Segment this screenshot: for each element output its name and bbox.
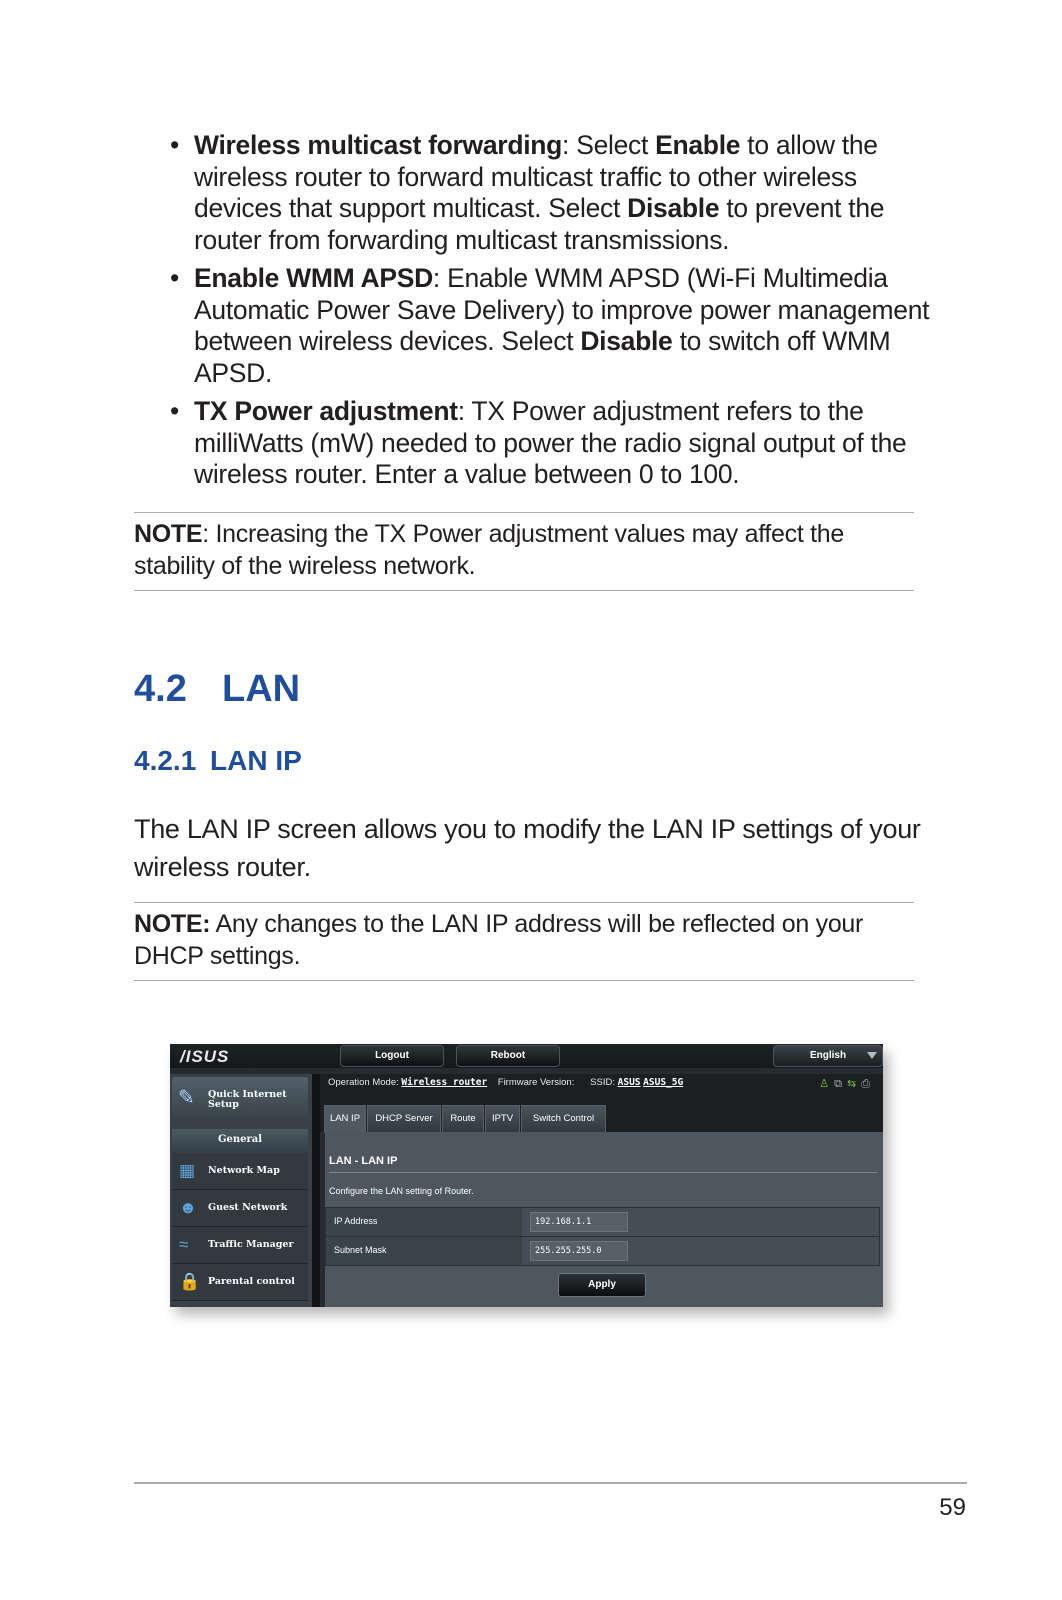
bullet-wireless-multicast: • Wireless multicast forwarding: Select Enable to allow the wireless router to forward multicast traffic to other wireless devices that support multicast. Select Disable to prevent the router from forwarding multicast transmissions.	[170, 130, 885, 255]
quick-internet-setup-label: Quick Internet Setup	[208, 1089, 287, 1110]
sidebar-item-network-map[interactable]: ▦ Network Map	[172, 1153, 308, 1190]
section-title: LAN	[222, 668, 301, 710]
bullet-glyph: •	[170, 263, 179, 293]
router-topbar	[170, 1044, 883, 1068]
status-icons	[819, 1077, 875, 1091]
router-sidebar	[170, 1074, 315, 1307]
operation-mode-link[interactable]: Wireless router	[401, 1077, 488, 1088]
panel-description: Configure the LAN setting of Router.	[329, 1186, 474, 1196]
note-text: : Increasing the TX Power adjustment values may affect the stability of the wireless network.	[134, 520, 844, 580]
traffic-manager-icon: ≈	[179, 1235, 189, 1254]
sidebar-divider	[312, 1074, 320, 1307]
section-number: 4.2	[134, 668, 187, 710]
sidebar-item-parental-control[interactable]: 🔒 Parental control	[172, 1264, 308, 1301]
subsection-title: LAN IP	[210, 745, 302, 776]
subsection-number: 4.2.1	[134, 745, 197, 776]
subnet-mask-row	[325, 1236, 880, 1266]
note-dhcp	[134, 902, 914, 981]
reboot-button[interactable]: Reboot	[456, 1045, 560, 1067]
bullet-term: Wireless multicast forwarding	[194, 130, 563, 160]
ip-address-row	[325, 1207, 880, 1237]
page-number: 59	[939, 1494, 966, 1521]
intro-paragraph: The LAN IP screen allows you to modify the LAN IP settings of your wireless router.	[134, 814, 921, 882]
bullet-glyph: •	[170, 130, 179, 160]
note-label: NOTE	[134, 520, 203, 548]
ip-address-label: IP Address	[334, 1216, 378, 1226]
panel-title: LAN - LAN IP	[329, 1155, 398, 1167]
status-line: Operation Mode: Wireless router Firmware Version: SSID: ASUS ASUS_5G	[328, 1077, 684, 1088]
general-section-header: General	[172, 1129, 308, 1151]
apply-button[interactable]: Apply	[558, 1273, 646, 1297]
tab-iptv[interactable]: IPTV	[485, 1105, 520, 1133]
bullet-tx-power: • TX Power adjustment: TX Power adjustment refers to the milliWatts (mW) needed to power the radio signal output of the wireless router. Enter a value between 0 to 100.	[170, 396, 907, 489]
tab-route[interactable]: Route	[442, 1105, 484, 1133]
usb-status-icon[interactable]: ⇆	[846, 1078, 862, 1090]
magic-wand-icon: ✎	[178, 1087, 195, 1109]
subnet-mask-input[interactable]: 255.255.255.0	[530, 1241, 628, 1261]
lan-ip-panel	[325, 1132, 883, 1307]
section-heading	[134, 668, 300, 711]
ip-address-input[interactable]: 192.168.1.1	[530, 1212, 628, 1232]
panel-divider	[329, 1172, 877, 1173]
feature-bullet-list	[170, 130, 930, 498]
bullet-glyph: •	[170, 396, 179, 426]
footer-divider	[134, 1482, 967, 1484]
logout-button[interactable]: Logout	[340, 1045, 444, 1067]
ssid-5g-link[interactable]: ASUS_5G	[643, 1077, 684, 1088]
guest-network-icon: ☻	[179, 1198, 197, 1217]
tab-dhcp-server[interactable]: DHCP Server	[367, 1105, 441, 1133]
sidebar-item-guest-network[interactable]: ☻ Guest Network	[172, 1190, 308, 1227]
network-map-icon: ▦	[179, 1161, 196, 1180]
subsection-heading	[134, 745, 302, 777]
chevron-down-icon	[867, 1052, 877, 1059]
asus-logo: /ISUS	[180, 1047, 230, 1066]
user-status-icon[interactable]: ♙	[819, 1078, 835, 1090]
bullet-term: Enable WMM APSD	[194, 263, 433, 293]
bullet-wmm-apsd: • Enable WMM APSD: Enable WMM APSD (Wi-Fi Multimedia Automatic Power Save Delivery) to improve power management between wireless devices. Select Disable to switch off WMM APSD.	[170, 263, 930, 388]
language-label: English	[809, 1050, 847, 1061]
quick-internet-setup-button[interactable]	[172, 1077, 308, 1117]
bullet-term: TX Power adjustment	[194, 396, 458, 426]
printer-status-icon[interactable]: ⎙	[861, 1078, 875, 1090]
language-select[interactable]	[773, 1045, 883, 1067]
note-label: NOTE:	[134, 910, 211, 938]
lock-icon: 🔒	[179, 1272, 201, 1291]
sidebar-item-traffic-manager[interactable]: ≈ Traffic Manager	[172, 1227, 308, 1264]
subnet-mask-label: Subnet Mask	[334, 1245, 387, 1255]
tab-lan-ip[interactable]: LAN IP	[324, 1105, 366, 1133]
clients-status-icon[interactable]: ⧉	[834, 1078, 847, 1090]
ssid-link[interactable]: ASUS	[617, 1077, 641, 1088]
tab-switch-control[interactable]: Switch Control	[521, 1105, 606, 1133]
note-tx-power	[134, 512, 914, 591]
router-ui-screenshot	[170, 1044, 883, 1307]
note-text: Any changes to the LAN IP address will be reflected on your DHCP settings.	[134, 910, 864, 970]
